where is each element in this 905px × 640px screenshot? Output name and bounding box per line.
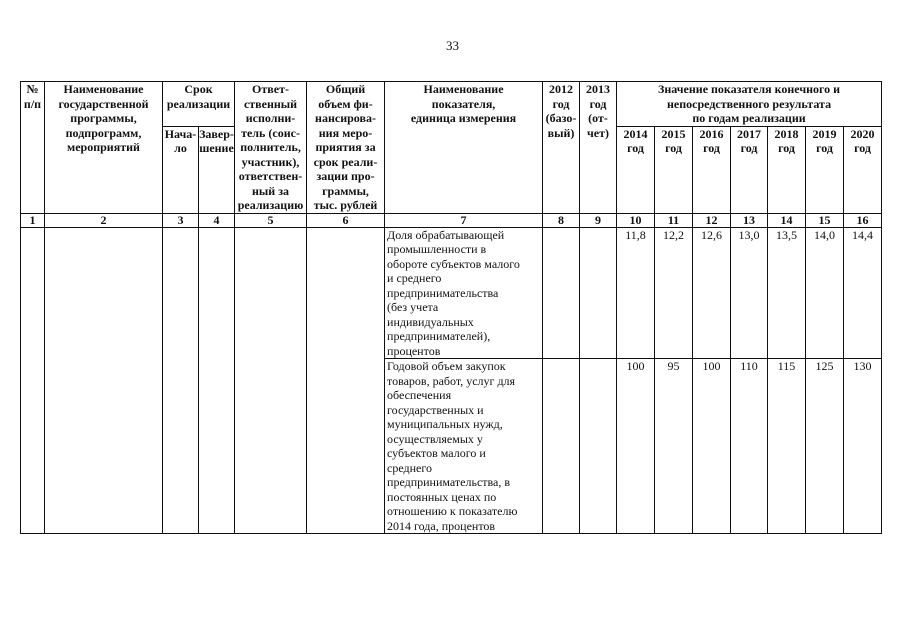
column-number: 2 xyxy=(45,213,163,227)
header-indicator-name: Наименование показателя, единица измерения xyxy=(385,82,543,214)
indicator-value: 13,5 xyxy=(768,227,806,359)
indicator-value: 115 xyxy=(768,359,806,534)
header-year-2019: 2019 год xyxy=(806,126,844,213)
column-number: 5 xyxy=(235,213,307,227)
empty-cell xyxy=(163,227,199,534)
empty-cell xyxy=(307,227,385,534)
indicator-name: Доля обрабатывающей промышленности в обороте субъектов малого и среднего предпринимательства (без учета индивидуальных предпринимателей), процентов xyxy=(385,227,543,359)
column-number: 4 xyxy=(199,213,235,227)
indicator-value: 130 xyxy=(844,359,882,534)
column-number: 10 xyxy=(617,213,655,227)
indicator-value: 14,4 xyxy=(844,227,882,359)
indicator-value: 11,8 xyxy=(617,227,655,359)
empty-cell xyxy=(543,359,580,534)
indicator-value: 14,0 xyxy=(806,227,844,359)
empty-cell xyxy=(543,227,580,359)
header-indicator-values: Значение показателя конечного и непосредственного результата по годам реализации xyxy=(617,82,882,127)
header-row-1 xyxy=(21,82,882,127)
header-start: Нача- ло xyxy=(163,126,199,213)
header-year-2014: 2014 год xyxy=(617,126,655,213)
header-year-2016: 2016 год xyxy=(693,126,731,213)
column-number: 12 xyxy=(693,213,731,227)
empty-cell xyxy=(199,227,235,534)
header-year-2018: 2018 год xyxy=(768,126,806,213)
header-program-name: Наименование государственной программы, подпрограмм, мероприятий xyxy=(45,82,163,214)
page-number: 33 xyxy=(446,38,459,53)
column-number: 14 xyxy=(768,213,806,227)
header-year-2017: 2017 год xyxy=(731,126,768,213)
indicator-value: 95 xyxy=(655,359,693,534)
table-row xyxy=(21,227,882,359)
header-end: Завер- шение xyxy=(199,126,235,213)
indicator-value: 110 xyxy=(731,359,768,534)
column-number: 9 xyxy=(580,213,617,227)
column-number: 1 xyxy=(21,213,45,227)
empty-cell xyxy=(45,227,163,534)
column-number: 15 xyxy=(806,213,844,227)
indicators-table xyxy=(20,81,882,534)
column-number: 7 xyxy=(385,213,543,227)
column-number: 16 xyxy=(844,213,882,227)
empty-cell xyxy=(235,227,307,534)
indicator-value: 125 xyxy=(806,359,844,534)
header-responsible-executor: Ответ- ственный исполни- тель (соис- полнитель, участник), ответствен- ный за реализацию xyxy=(235,82,307,214)
indicator-value: 13,0 xyxy=(731,227,768,359)
column-number: 8 xyxy=(543,213,580,227)
header-implementation-period: Срок реализации xyxy=(163,82,235,127)
header-year-2015: 2015 год xyxy=(655,126,693,213)
indicator-value: 100 xyxy=(617,359,655,534)
empty-cell xyxy=(580,227,617,359)
header-year-2012: 2012 год (базо- вый) xyxy=(543,82,580,214)
column-number: 11 xyxy=(655,213,693,227)
indicator-value: 100 xyxy=(693,359,731,534)
column-numbers-row xyxy=(21,213,882,227)
indicator-value: 12,2 xyxy=(655,227,693,359)
empty-cell xyxy=(21,227,45,534)
empty-cell xyxy=(580,359,617,534)
header-year-2013: 2013 год (от- чет) xyxy=(580,82,617,214)
indicator-value: 12,6 xyxy=(693,227,731,359)
indicator-name: Годовой объем закупок товаров, работ, услуг для обеспечения государственных и муниципальных нужд, осуществляемых у субъектов малого и среднего предпринимательства, в постоянных ценах по отношению к показателю 2014 года, процентов xyxy=(385,359,543,534)
header-row-number: № п/п xyxy=(21,82,45,214)
header-total-funding: Общий объем фи- нансирова- ния меро- приятия за срок реали- зации про- граммы, тыс. рублей xyxy=(307,82,385,214)
column-number: 13 xyxy=(731,213,768,227)
column-number: 6 xyxy=(307,213,385,227)
header-year-2020: 2020 год xyxy=(844,126,882,213)
column-number: 3 xyxy=(163,213,199,227)
